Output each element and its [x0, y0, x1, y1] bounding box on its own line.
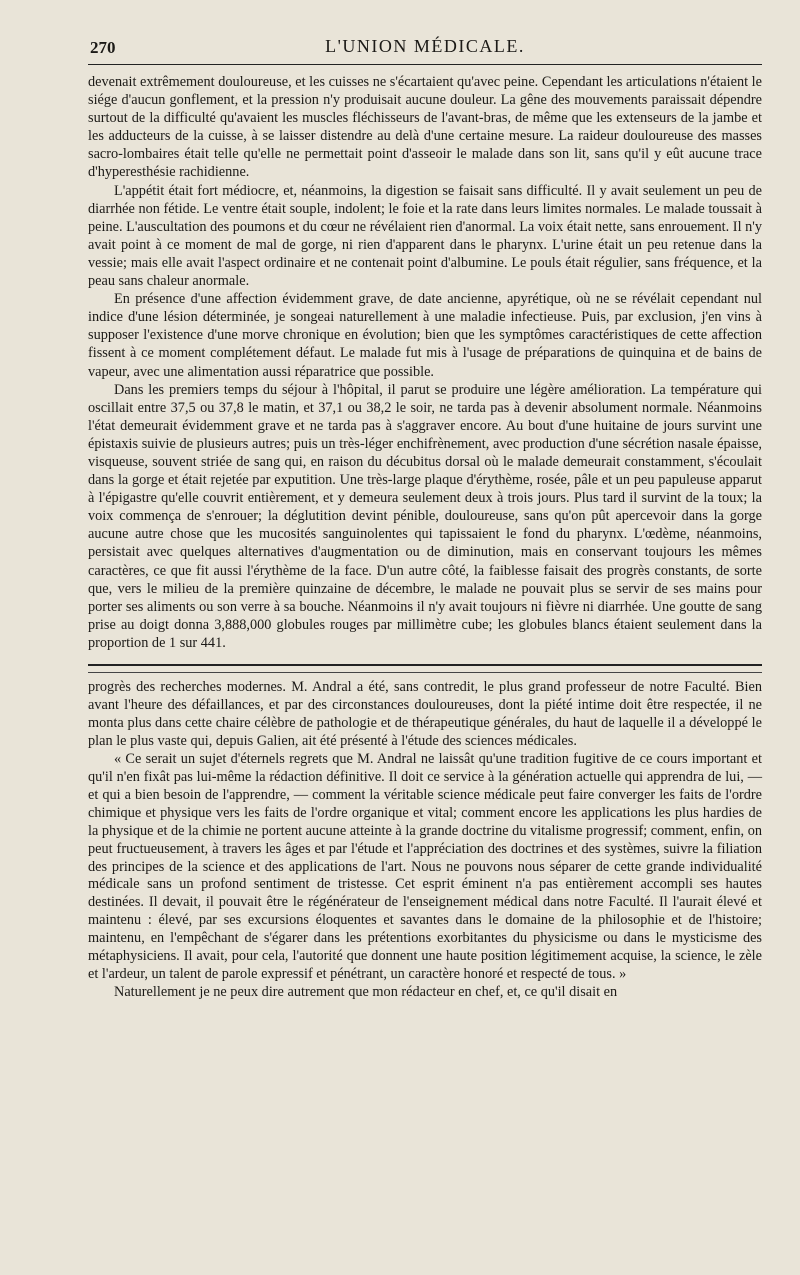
paragraph: devenait extrêmement douloureuse, et les cuisses ne s'écartaient qu'avec peine. Cependant les articulations n'étaient le siége d'aucun gonflement, et la pression n'y produisait aucune douleur. La gêne des mouvements paraissait dépendre surtout de la difficulté qu'avaient les muscles fléchisseurs de l'avant-bras, de même que les extenseurs de la jambe et les adducteurs de la cuisse, à se laisser distendre au delà d'une certaine mesure. La raideur douloureuse des masses sacro-lombaires était telle qu'elle ne permettait point d'asseoir le malade dans son lit, sans qu'il y eût aucune trace d'hyperesthésie rachidienne.	[88, 74, 762, 181]
paragraph: Dans les premiers temps du séjour à l'hôpital, il parut se produire une légère amélioration. La température qui oscillait entre 37,5 ou 37,8 le matin, et 37,1 ou 38,2 le soir, ne tarda pas à devenir absolument normale. Néanmoins l'état demeurait évidemment grave et ne tarda pas à s'aggraver encore. Au bout d'une huitaine de jours survint une épistaxis suivie de plusieurs autres; puis un très-léger enchifrènement, avec production d'une sécrétion nasale épaisse, visqueuse, souvent striée de sang qui, en raison du décubitus dorsal où le malade demeurait constamment, s'écoulait dans la gorge et était rejetée par exputition. Une très-large plaque d'érythème, rosée, pâle et un peu papuleuse apparut à l'épigastre qu'elle couvrit entièrement, et y demeura seulement deux à trois jours. Plus tard il survint de la toux; la voix commença de s'enrouer; la déglutition devint pénible, douloureuse, sans qu'on pût apercevoir dans la gorge aucune autre chose que les mucosités sanguinolentes qui tapissaient le fond du pharynx. L'œdème, néanmoins, persistait avec quelques alternatives d'augmentation ou de diminution, mais en conservant toujours les mêmes caractères, ce que fit aussi l'érythème de la face. D'un autre côté, la faiblesse faisait des progrès constants, de sorte que, vers le milieu de la première quinzaine de décembre, le malade ne pouvait plus se servir de ses mains pour porter ses aliments ou son verre à sa bouche. Néanmoins il n'y avait toujours ni fièvre ni diarrhée. Une goutte de sang prise au doigt donna 3,888,000 globules rouges par millimètre cube; les globules blancs étaient seulement dans la proportion de 1 sur 441.	[88, 381, 762, 651]
feuilleton-body	[88, 679, 762, 1002]
feuilleton-divider	[88, 664, 762, 673]
running-header	[88, 30, 762, 65]
paragraph: « Ce serait un sujet d'éternels regrets que M. Andral ne laissât qu'une tradition fugitive de ce cours important et qu'il n'en fixât pas lui-même la rédaction définitive. Il doit ce service à la génération actuelle qui apprendra de lui, — et qui a bien besoin de l'apprendre, — comment la véritable science médicale peut faire converger les faits de l'ordre chimique et physique vers les faits de l'ordre organique et vital; comment encore les applications les plus hardies de la physique et de la chimie ne portent aucune atteinte à la grande doctrine du vitalisme progressif; comment, enfin, on peut fructueusement, à travers les âges et par l'étude et l'appréciation des doctrines et des systèmes, suivre la filiation des principes de la science et des applications de l'art. Nous ne pouvons nous séparer de cette grande individualité médicale sans un profond sentiment de tristesse. Cet esprit éminent n'a pas entièrement accompli ses hautes destinées. Il devait, il pouvait être le régénérateur de l'enseignement médical dans notre Faculté. Il l'aurait élevé et maintenu : élevé, par ses excursions éloquentes et savantes dans le domaine de la philosophie et de l'histoire; maintenu, en l'empêchant de s'égarer dans les prétentions exorbitantes du physicisme ou dans le mysticisme des métaphysiciens. Il avait, pour cela, l'autorité que donnent une haute position légitimement acquise, la science, le zèle et l'ardeur, un talent de parole expressif et pénétrant, un caractère honoré et respecté de tous. »	[88, 750, 762, 983]
paragraph: progrès des recherches modernes. M. Andral a été, sans contredit, le plus grand professeur de notre Faculté. Bien avant l'heure des défaillances, et par des circonstances douloureuses, dont la piété intime doit être respectée, il ne monta plus dans cette chaire célèbre de pathologie et de thérapeutique générales, du haut de laquelle il a développé le plan le plus vaste qui, depuis Galien, ait été présenté à l'étude des sciences médicales.	[88, 679, 762, 749]
article-body	[88, 73, 762, 652]
page-number: 270	[90, 38, 116, 57]
paragraph: En présence d'une affection évidemment grave, de date ancienne, apyrétique, où ne se révélait cependant nul indice d'une lésion déterminée, je songeai naturellement à une maladie infectieuse. Puis, par exclusion, j'en vins à supposer l'existence d'une morve chronique en évolution; bien que les symptômes caractéristiques de cette affection fissent à ce moment complétement défaut. Le malade fut mis à l'usage de préparations de quinquina et de bains de vapeur, avec une alimentation aussi réparatrice que possible.	[88, 291, 762, 380]
paragraph: L'appétit était fort médiocre, et, néanmoins, la digestion se faisait sans difficulté. Il y avait seulement un peu de diarrhée non fétide. Le ventre était souple, indolent; le foie et la rate dans leurs limites normales. Le malade toussait à peine. L'auscultation des poumons et du cœur ne révélaient rien d'anormal. La voix était nette, sans enrouement. Il n'y avait point à ce moment de mal de gorge, ni rien d'apparent dans le pharynx. L'urine était un peu retenue dans la vessie; mais elle avait l'aspect ordinaire et ne contenait point d'albumine. Le pouls était régulier, sans fréquence, et la peau sans chaleur anormale.	[88, 182, 762, 290]
paragraph: Naturellement je ne peux dire autrement que mon rédacteur en chef, et, ce qu'il disait en	[114, 984, 618, 1001]
journal-title: L'UNION MÉDICALE.	[325, 36, 525, 56]
